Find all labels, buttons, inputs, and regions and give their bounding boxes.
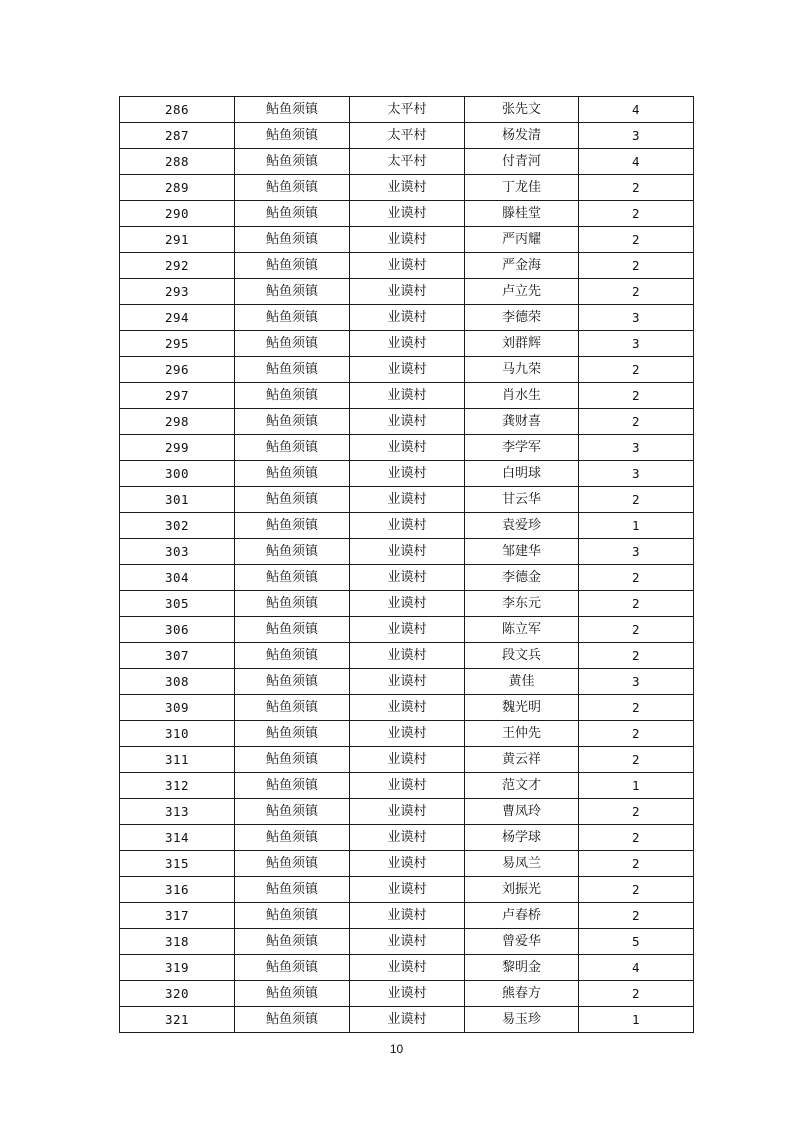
cell-serial-number: 303 — [120, 539, 235, 565]
cell-serial-number: 321 — [120, 1007, 235, 1033]
cell-town: 鲇鱼须镇 — [235, 513, 350, 539]
cell-count: 3 — [579, 331, 694, 357]
cell-town: 鲇鱼须镇 — [235, 591, 350, 617]
cell-village: 业谟村 — [350, 617, 465, 643]
cell-serial-number: 289 — [120, 175, 235, 201]
cell-person-name: 李德荣 — [465, 305, 579, 331]
cell-count: 2 — [579, 175, 694, 201]
cell-village: 业谟村 — [350, 929, 465, 955]
table-row — [120, 305, 694, 331]
cell-serial-number: 310 — [120, 721, 235, 747]
cell-person-name: 卢春桥 — [465, 903, 579, 929]
cell-count: 2 — [579, 747, 694, 773]
cell-village: 业谟村 — [350, 201, 465, 227]
cell-town: 鲇鱼须镇 — [235, 669, 350, 695]
cell-serial-number: 313 — [120, 799, 235, 825]
cell-village: 业谟村 — [350, 357, 465, 383]
cell-person-name: 严金海 — [465, 253, 579, 279]
cell-count: 3 — [579, 539, 694, 565]
cell-count: 1 — [579, 1007, 694, 1033]
cell-person-name: 黎明金 — [465, 955, 579, 981]
cell-count: 2 — [579, 565, 694, 591]
cell-person-name: 曹凤玲 — [465, 799, 579, 825]
table-row — [120, 1007, 694, 1033]
cell-person-name: 付青河 — [465, 149, 579, 175]
cell-count: 2 — [579, 279, 694, 305]
cell-person-name: 刘群辉 — [465, 331, 579, 357]
cell-town: 鲇鱼须镇 — [235, 201, 350, 227]
cell-village: 业谟村 — [350, 643, 465, 669]
cell-person-name: 肖水生 — [465, 383, 579, 409]
cell-village: 业谟村 — [350, 825, 465, 851]
table-row — [120, 669, 694, 695]
cell-count: 2 — [579, 201, 694, 227]
cell-count: 2 — [579, 383, 694, 409]
cell-village: 业谟村 — [350, 513, 465, 539]
table-row — [120, 981, 694, 1007]
cell-count: 2 — [579, 825, 694, 851]
cell-village: 业谟村 — [350, 175, 465, 201]
cell-town: 鲇鱼须镇 — [235, 383, 350, 409]
table-row — [120, 513, 694, 539]
cell-person-name: 黄云祥 — [465, 747, 579, 773]
cell-town: 鲇鱼须镇 — [235, 565, 350, 591]
cell-count: 4 — [579, 97, 694, 123]
cell-person-name: 李学军 — [465, 435, 579, 461]
cell-serial-number: 290 — [120, 201, 235, 227]
cell-serial-number: 312 — [120, 773, 235, 799]
table-row — [120, 149, 694, 175]
cell-person-name: 魏光明 — [465, 695, 579, 721]
cell-serial-number: 300 — [120, 461, 235, 487]
cell-serial-number: 311 — [120, 747, 235, 773]
table-row — [120, 903, 694, 929]
cell-town: 鲇鱼须镇 — [235, 799, 350, 825]
table-row — [120, 383, 694, 409]
cell-village: 业谟村 — [350, 981, 465, 1007]
cell-town: 鲇鱼须镇 — [235, 97, 350, 123]
cell-person-name: 严丙耀 — [465, 227, 579, 253]
cell-village: 业谟村 — [350, 539, 465, 565]
cell-village: 业谟村 — [350, 695, 465, 721]
cell-person-name: 龚财喜 — [465, 409, 579, 435]
cell-serial-number: 286 — [120, 97, 235, 123]
cell-serial-number: 299 — [120, 435, 235, 461]
cell-serial-number: 317 — [120, 903, 235, 929]
cell-village: 业谟村 — [350, 409, 465, 435]
cell-town: 鲇鱼须镇 — [235, 487, 350, 513]
cell-town: 鲇鱼须镇 — [235, 721, 350, 747]
table-row — [120, 253, 694, 279]
cell-person-name: 甘云华 — [465, 487, 579, 513]
cell-town: 鲇鱼须镇 — [235, 773, 350, 799]
cell-count: 2 — [579, 903, 694, 929]
cell-village: 业谟村 — [350, 487, 465, 513]
table-row — [120, 487, 694, 513]
cell-person-name: 张先文 — [465, 97, 579, 123]
cell-person-name: 段文兵 — [465, 643, 579, 669]
cell-village: 业谟村 — [350, 279, 465, 305]
cell-count: 2 — [579, 721, 694, 747]
cell-town: 鲇鱼须镇 — [235, 409, 350, 435]
cell-person-name: 邹建华 — [465, 539, 579, 565]
table-row — [120, 695, 694, 721]
cell-town: 鲇鱼须镇 — [235, 981, 350, 1007]
cell-serial-number: 314 — [120, 825, 235, 851]
cell-town: 鲇鱼须镇 — [235, 279, 350, 305]
cell-town: 鲇鱼须镇 — [235, 175, 350, 201]
cell-serial-number: 297 — [120, 383, 235, 409]
cell-person-name: 白明球 — [465, 461, 579, 487]
cell-person-name: 卢立先 — [465, 279, 579, 305]
cell-town: 鲇鱼须镇 — [235, 825, 350, 851]
cell-serial-number: 293 — [120, 279, 235, 305]
cell-count: 5 — [579, 929, 694, 955]
table-row — [120, 877, 694, 903]
cell-person-name: 杨发清 — [465, 123, 579, 149]
cell-count: 1 — [579, 773, 694, 799]
cell-person-name: 陈立军 — [465, 617, 579, 643]
cell-count: 2 — [579, 695, 694, 721]
cell-person-name: 范文才 — [465, 773, 579, 799]
cell-count: 2 — [579, 591, 694, 617]
cell-village: 业谟村 — [350, 565, 465, 591]
table-row — [120, 773, 694, 799]
cell-count: 1 — [579, 513, 694, 539]
table-row — [120, 201, 694, 227]
cell-village: 业谟村 — [350, 669, 465, 695]
cell-count: 4 — [579, 149, 694, 175]
cell-village: 业谟村 — [350, 747, 465, 773]
table-row — [120, 331, 694, 357]
cell-serial-number: 315 — [120, 851, 235, 877]
cell-count: 2 — [579, 643, 694, 669]
cell-serial-number: 316 — [120, 877, 235, 903]
cell-count: 2 — [579, 487, 694, 513]
table-row — [120, 175, 694, 201]
cell-person-name: 丁龙佳 — [465, 175, 579, 201]
cell-person-name: 曾爱华 — [465, 929, 579, 955]
cell-village: 太平村 — [350, 97, 465, 123]
cell-person-name: 王仲先 — [465, 721, 579, 747]
cell-serial-number: 319 — [120, 955, 235, 981]
cell-village: 业谟村 — [350, 877, 465, 903]
cell-village: 业谟村 — [350, 461, 465, 487]
cell-village: 业谟村 — [350, 1007, 465, 1033]
cell-person-name: 袁爱珍 — [465, 513, 579, 539]
cell-count: 2 — [579, 877, 694, 903]
cell-count: 4 — [579, 955, 694, 981]
table-row — [120, 851, 694, 877]
cell-count: 3 — [579, 305, 694, 331]
cell-count: 3 — [579, 461, 694, 487]
cell-serial-number: 288 — [120, 149, 235, 175]
table-row — [120, 123, 694, 149]
table-row — [120, 721, 694, 747]
cell-serial-number: 294 — [120, 305, 235, 331]
cell-town: 鲇鱼须镇 — [235, 1007, 350, 1033]
cell-town: 鲇鱼须镇 — [235, 851, 350, 877]
table-row — [120, 643, 694, 669]
cell-village: 业谟村 — [350, 721, 465, 747]
cell-serial-number: 308 — [120, 669, 235, 695]
table-row — [120, 357, 694, 383]
cell-village: 业谟村 — [350, 799, 465, 825]
cell-count: 3 — [579, 435, 694, 461]
table-row — [120, 617, 694, 643]
cell-village: 太平村 — [350, 123, 465, 149]
table-row — [120, 227, 694, 253]
cell-town: 鲇鱼须镇 — [235, 903, 350, 929]
cell-count: 2 — [579, 851, 694, 877]
cell-count: 2 — [579, 981, 694, 1007]
cell-town: 鲇鱼须镇 — [235, 617, 350, 643]
table-row — [120, 435, 694, 461]
cell-village: 业谟村 — [350, 435, 465, 461]
cell-village: 业谟村 — [350, 851, 465, 877]
cell-person-name: 杨学球 — [465, 825, 579, 851]
cell-town: 鲇鱼须镇 — [235, 305, 350, 331]
cell-village: 业谟村 — [350, 227, 465, 253]
cell-person-name: 马九荣 — [465, 357, 579, 383]
cell-village: 业谟村 — [350, 331, 465, 357]
cell-serial-number: 320 — [120, 981, 235, 1007]
cell-village: 业谟村 — [350, 383, 465, 409]
cell-village: 业谟村 — [350, 253, 465, 279]
cell-town: 鲇鱼须镇 — [235, 461, 350, 487]
cell-town: 鲇鱼须镇 — [235, 877, 350, 903]
cell-count: 2 — [579, 799, 694, 825]
table-body — [120, 97, 694, 1033]
cell-town: 鲇鱼须镇 — [235, 955, 350, 981]
table-row — [120, 461, 694, 487]
cell-village: 太平村 — [350, 149, 465, 175]
cell-person-name: 黄佳 — [465, 669, 579, 695]
page-number: 10 — [389, 1042, 404, 1056]
cell-serial-number: 292 — [120, 253, 235, 279]
cell-person-name: 李东元 — [465, 591, 579, 617]
cell-count: 2 — [579, 253, 694, 279]
cell-serial-number: 309 — [120, 695, 235, 721]
cell-town: 鲇鱼须镇 — [235, 747, 350, 773]
cell-town: 鲇鱼须镇 — [235, 435, 350, 461]
cell-town: 鲇鱼须镇 — [235, 929, 350, 955]
cell-person-name: 滕桂堂 — [465, 201, 579, 227]
cell-serial-number: 296 — [120, 357, 235, 383]
cell-count: 2 — [579, 409, 694, 435]
cell-person-name: 易玉珍 — [465, 1007, 579, 1033]
table-row — [120, 799, 694, 825]
cell-count: 3 — [579, 123, 694, 149]
cell-town: 鲇鱼须镇 — [235, 123, 350, 149]
table-row — [120, 825, 694, 851]
table-row — [120, 565, 694, 591]
cell-person-name: 刘振光 — [465, 877, 579, 903]
table-row — [120, 97, 694, 123]
table-row — [120, 747, 694, 773]
cell-town: 鲇鱼须镇 — [235, 539, 350, 565]
data-table — [119, 96, 694, 1033]
cell-person-name: 李德金 — [465, 565, 579, 591]
cell-village: 业谟村 — [350, 773, 465, 799]
cell-village: 业谟村 — [350, 305, 465, 331]
cell-person-name: 易凤兰 — [465, 851, 579, 877]
cell-village: 业谟村 — [350, 903, 465, 929]
cell-serial-number: 302 — [120, 513, 235, 539]
cell-count: 2 — [579, 227, 694, 253]
cell-serial-number: 306 — [120, 617, 235, 643]
cell-town: 鲇鱼须镇 — [235, 695, 350, 721]
cell-town: 鲇鱼须镇 — [235, 227, 350, 253]
cell-serial-number: 298 — [120, 409, 235, 435]
cell-town: 鲇鱼须镇 — [235, 331, 350, 357]
cell-serial-number: 295 — [120, 331, 235, 357]
cell-serial-number: 291 — [120, 227, 235, 253]
cell-serial-number: 287 — [120, 123, 235, 149]
table-row — [120, 929, 694, 955]
table-row — [120, 591, 694, 617]
cell-town: 鲇鱼须镇 — [235, 643, 350, 669]
table-row — [120, 409, 694, 435]
cell-count: 2 — [579, 617, 694, 643]
cell-count: 3 — [579, 669, 694, 695]
cell-count: 2 — [579, 357, 694, 383]
cell-town: 鲇鱼须镇 — [235, 253, 350, 279]
table-row — [120, 955, 694, 981]
cell-serial-number: 307 — [120, 643, 235, 669]
table-row — [120, 279, 694, 305]
cell-town: 鲇鱼须镇 — [235, 357, 350, 383]
cell-village: 业谟村 — [350, 591, 465, 617]
table-row — [120, 539, 694, 565]
cell-town: 鲇鱼须镇 — [235, 149, 350, 175]
cell-serial-number: 301 — [120, 487, 235, 513]
cell-village: 业谟村 — [350, 955, 465, 981]
cell-serial-number: 305 — [120, 591, 235, 617]
cell-person-name: 熊春方 — [465, 981, 579, 1007]
cell-serial-number: 318 — [120, 929, 235, 955]
cell-serial-number: 304 — [120, 565, 235, 591]
